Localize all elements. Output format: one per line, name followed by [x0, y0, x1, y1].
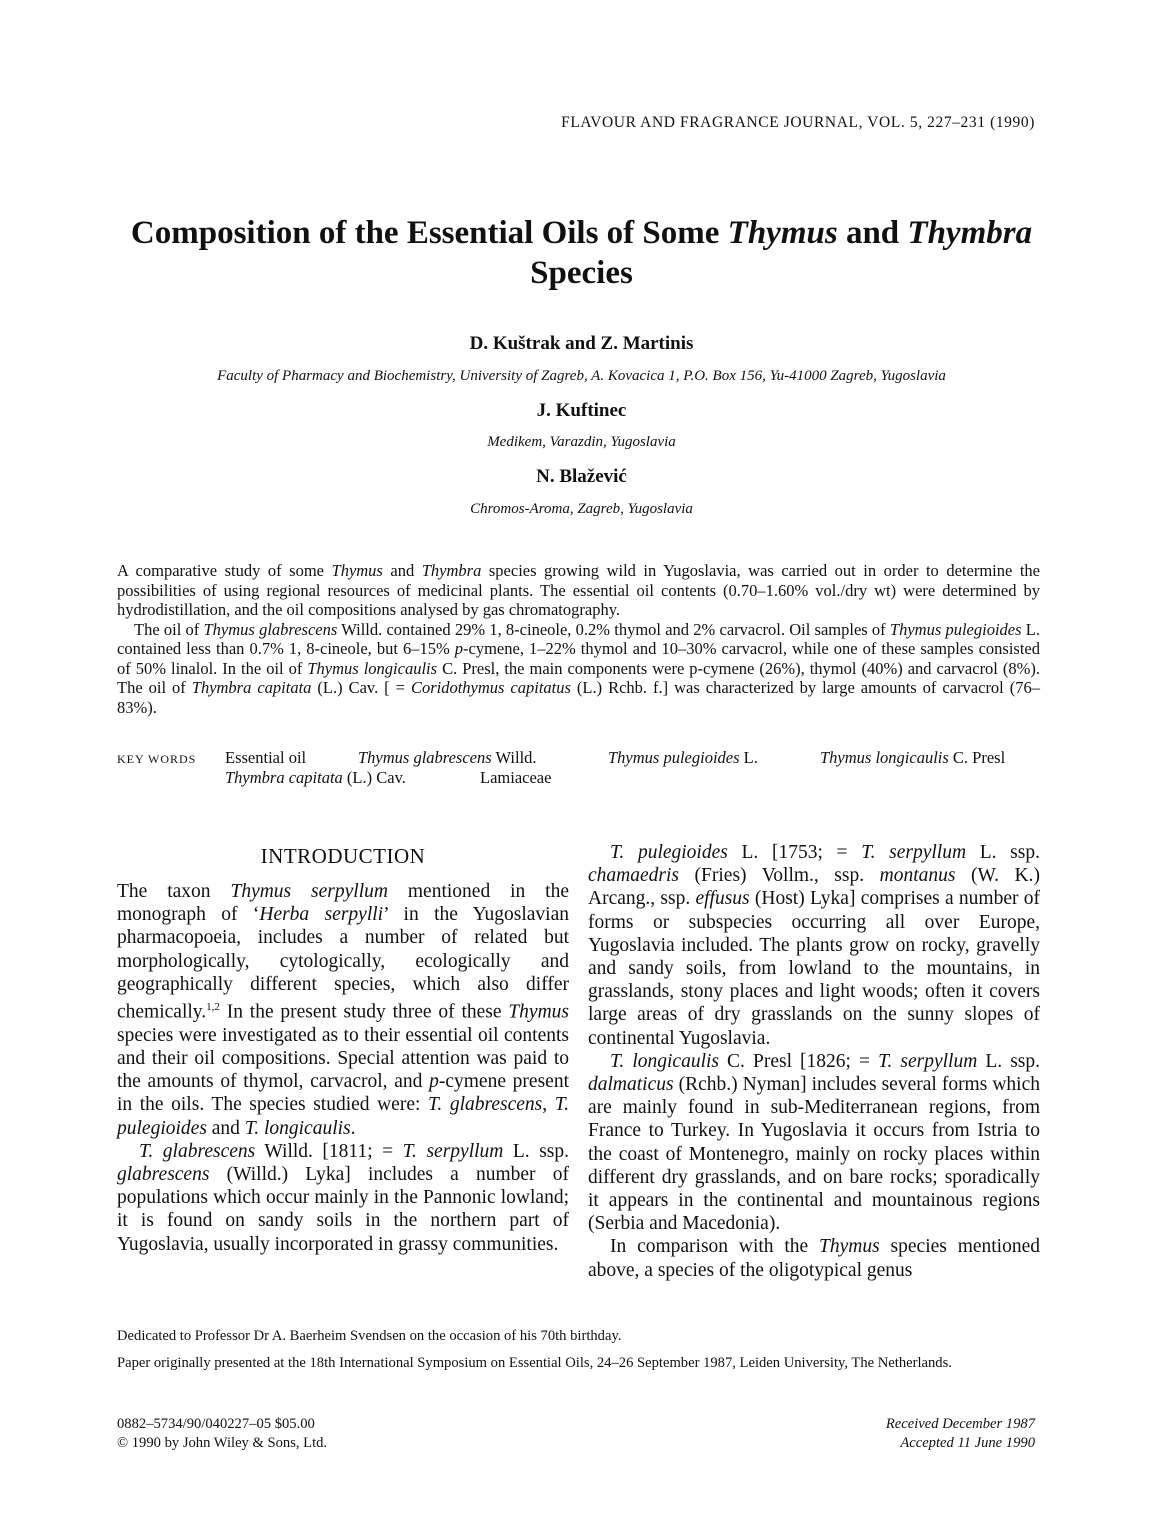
copyright: © 1990 by John Wiley & Sons, Ltd.	[117, 1435, 328, 1451]
paper-title: Composition of the Essential Oils of Some Thymus and Thymbra Species	[130, 215, 1033, 291]
body-paragraph: T. glabrescens Willd. [1811; = T. serpyllum L. ssp. glabrescens (Willd.) Lyka] includes a number of populations which occur mainly in the Pannonic lowland; it is found on sandy soils in the northern part of Yugoslavia, usually incorporated in grassy communities.	[117, 1140, 569, 1255]
keywords-label: KEY WORDS	[117, 752, 197, 766]
accepted-date: Accepted 11 June 1990	[900, 1435, 1035, 1451]
body-paragraph: T. pulegioides L. [1753; = T. serpyllum L. ssp. chamaedris (Fries) Vollm., ssp. montanus (W. K.) Arcang., ssp. effusus (Host) Lyka] comprises a number of forms or subspecies occurring all over Europe, Yugoslavia included. The plants grow on rocky, gravelly and sandy soils, from lowland to the mountains, in grasslands, stony places and light woods; often it covers large areas of dry grasslands on the sunny slopes of continental Yugoslavia.	[588, 842, 1041, 1049]
keyword: Thymus longicaulis C. Presl	[820, 748, 1006, 767]
abstract-paragraph-2: The oil of Thymus glabrescens Willd. contained 29% 1, 8-cineole, 0.2% thymol and 2% carvacrol. Oil samples of Thymus pulegioides L. contained less than 0.7% 1, 8-cineole, but 6–15% p-cymene, 1–22% thymol and 10–30% carvacrol, while one of these samples consisted of 50% linalol. In the oil of Thymus longicaulis C. Presl, the main components were p-cymene (26%), thymol (40%) and carvacrol (8%). The oil of Thymbra capitata (L.) Cav. [ = Coridothymus capitatus (L.) Rchb. f.] was characterized by large amounts of carvacrol (76–83%).	[117, 619, 1041, 717]
section-heading-introduction: INTRODUCTION	[260, 844, 426, 868]
affiliation-2: Medikem, Varazdin, Yugoslavia	[487, 434, 676, 450]
body-paragraph: In comparison with the Thymus species mentioned above, a species of the oligotypical genus	[588, 1236, 1041, 1281]
keyword: Lamiaceae	[480, 768, 552, 787]
author-names-3: N. Blažević	[536, 466, 627, 487]
keyword: Thymbra capitata (L.) Cav.	[225, 768, 406, 787]
journal-code: 0882–5734/90/040227–05 $05.00	[117, 1416, 315, 1432]
abstract-paragraph-1: A comparative study of some Thymus and Thymbra species growing wild in Yugoslavia, was carried out in order to determine the possibilities of using regional resources of medicinal plants. The essential oil contents (0.70–1.60% vol./dry wt) were determined by hydrodistillation, and the oil compositions analysed by gas chromatography.	[117, 561, 1040, 619]
journal-header: FLAVOUR AND FRAGRANCE JOURNAL, VOL. 5, 227–231 (1990)	[561, 114, 1035, 131]
body-paragraph: T. longicaulis C. Presl [1826; = T. serpyllum L. ssp. dalmaticus (Rchb.) Nyman] includes several forms which are mainly found in sub-Mediterranean regions, from France to Turkey. In Yugoslavia it occurs from Istria to the coast of Montenegro, mainly on rocky places within different dry grasslands, and on bare rocks; sporadically it appears in the continental and mountainous regions (Serbia and Macedonia).	[588, 1050, 1040, 1235]
left-column	[117, 845, 569, 1256]
right-column	[588, 841, 1040, 1282]
author-names-2: J. Kuftinec	[536, 400, 627, 421]
body-paragraph: The taxon Thymus serpyllum mentioned in the monograph of ‘Herba serpylli’ in the Yugoslavian pharmacopoeia, includes a number of related but morphologically, cytologically, ecologically and geographically different species, which also differ chemically.$^{1,2}$ In the present study three of these Thymus species were investigated as to their essential oil contents and their oil compositions. Special attention was paid to the amounts of thymol, carvacrol, and p-cymene present in the oils. The species studied were: T. glabrescens, T. pulegioides and T. longicaulis.	[117, 881, 570, 1139]
footnote-dedication: Dedicated to Professor Dr A. Baerheim Svendsen on the occasion of his 70th birthday.	[117, 1328, 622, 1344]
affiliation-1: Faculty of Pharmacy and Biochemistry, University of Zagreb, A. Kovacica 1, P.O. Box 156, Yu-41000 Zagreb, Yugoslavia	[217, 368, 946, 384]
keyword: Thymus glabrescens Willd.	[358, 748, 537, 767]
keyword: Thymus pulegioides L.	[608, 748, 758, 767]
footnote-presented: Paper originally presented at the 18th International Symposium on Essential Oils, 24–26 September 1987, Leiden University, The Netherlands.	[117, 1355, 952, 1371]
received-date: Received December 1987	[885, 1416, 1035, 1432]
affiliation-3: Chromos-Aroma, Zagreb, Yugoslavia	[470, 501, 693, 517]
abstract	[117, 561, 1040, 717]
author-names-1: D. Kuštrak and Z. Martinis	[469, 333, 694, 354]
keyword: Essential oil	[225, 748, 307, 767]
